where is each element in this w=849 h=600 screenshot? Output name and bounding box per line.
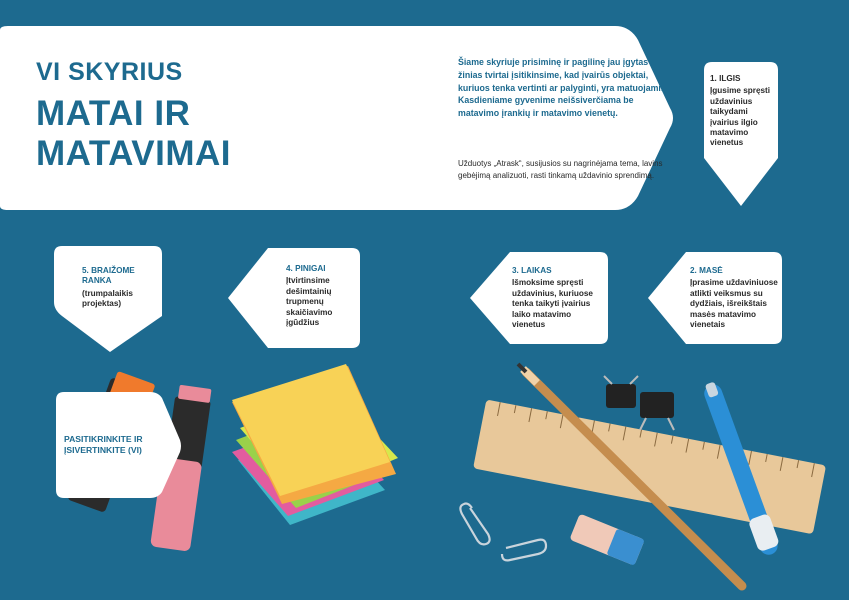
binder-clip-icon — [604, 376, 674, 430]
section-card-pinigai — [286, 264, 356, 328]
section-card-braizome — [82, 266, 158, 310]
section-text: (trumpalaikis projektas) — [82, 288, 133, 309]
section-text: Įtvirtinsime dešimtainių trupmenų skaičiavimo įgūdžius — [286, 276, 333, 328]
title-line-1: MATAI IR — [36, 94, 191, 133]
title-line-2: MATAVIMAI — [36, 134, 232, 173]
section-title: 3. LAIKAS — [512, 266, 552, 275]
eraser-icon — [569, 514, 644, 566]
ruler-icon — [473, 399, 826, 534]
section-title-line-2: ĮSIVERTINKITE (VI) — [64, 445, 142, 455]
section-card-ilgis — [710, 74, 776, 149]
section-text: Išmoksime spręsti uždavinius, kuriuose tenka taikyti įvairius laiko matavimo vienetus — [512, 278, 593, 330]
section-card-laikas — [512, 266, 604, 330]
intro-text: Užduotys „Atrask“, susijusios su nagrinėjama tema, lavins gebėjimą analizuoti, rasti tinkamą uždavinio sprendimą. — [458, 159, 663, 180]
paper-clip-icon — [460, 504, 546, 561]
section-text: Įgusime spręsti uždavinius taikydami įvairius ilgio matavimo vienetus — [710, 86, 771, 148]
sticky-notes-icon — [232, 364, 398, 525]
section-text: Įprasime uždaviniuose atlikti veiksmus su dydžiais, išreikštais masės matavimo vienetais — [690, 278, 778, 330]
chapter-label: VI SKYRIUS — [36, 58, 183, 86]
section-title: 1. ILGIS — [710, 74, 741, 83]
section-title-line-2: RANKA — [82, 276, 112, 286]
section-title: 4. PINIGAI — [286, 264, 326, 273]
section-title: 2. MASĖ — [690, 266, 723, 275]
section-card-pasitikrinkite — [64, 434, 176, 456]
intro-text-bold: Šiame skyriuje prisiminę ir pagilinę jau įgytas žinias tvirtai įsitikinsime, kad įvairūs objektai, kuriuos tenka vertinti ar palyginti, yra matuojami. Kasdieniame gyvenime neišsiverčiama be matavimo įrankių ir matavimo vienetų. — [458, 57, 664, 119]
section-title-line-1: PASITIKRINKITE IR — [64, 434, 143, 444]
section-card-mase — [690, 266, 778, 330]
section-title-line-1: 5. BRAIŽOME — [82, 266, 135, 275]
